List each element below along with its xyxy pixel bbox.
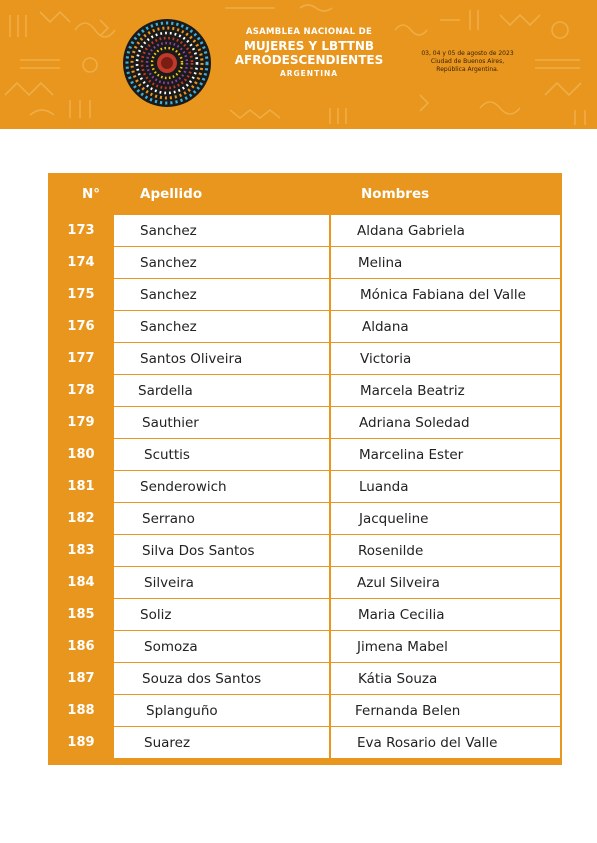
cell-nombres: Luanda	[331, 471, 560, 502]
table-row	[48, 215, 562, 246]
cell-nombres: Kátia Souza	[331, 663, 560, 694]
row-number: 184	[67, 575, 95, 590]
row-number: 181	[67, 479, 95, 494]
cell-apellido: Sanchez	[114, 279, 329, 310]
participants-table	[48, 173, 562, 765]
table-row	[48, 535, 562, 566]
title-line-3: AFRODESCENDIENTES	[234, 52, 384, 67]
title-line-2: MUJERES Y LBTTNB	[243, 38, 375, 53]
row-number: 180	[67, 447, 95, 462]
cell-nombres: Fernanda Belen	[331, 695, 560, 726]
row-number: 185	[67, 607, 95, 622]
table-row	[48, 471, 562, 502]
cell-nombres: Mónica Fabiana del Valle	[331, 279, 560, 310]
cell-apellido: Scuttis	[114, 439, 329, 470]
table-row	[48, 631, 562, 662]
cell-apellido: Senderowich	[114, 471, 329, 502]
cell-nombres: Aldana Gabriela	[331, 215, 560, 246]
cell-apellido: Sauthier	[114, 407, 329, 438]
row-number: 183	[67, 543, 95, 558]
table-row	[48, 343, 562, 374]
table-row	[48, 567, 562, 598]
cell-nombres: Jimena Mabel	[331, 631, 560, 662]
row-number: 189	[67, 735, 95, 750]
row-number: 174	[67, 255, 95, 270]
cell-apellido: Sanchez	[114, 215, 329, 246]
event-title	[222, 28, 396, 77]
table-row	[48, 599, 562, 630]
row-number: 176	[67, 319, 95, 334]
cell-apellido: Sanchez	[114, 311, 329, 342]
row-number: 182	[67, 511, 95, 526]
cell-apellido: Silva Dos Santos	[114, 535, 329, 566]
table-row	[48, 311, 562, 342]
row-number: 178	[67, 383, 95, 398]
cell-apellido: Sardella	[114, 375, 329, 406]
table-row	[48, 407, 562, 438]
cell-apellido: Serrano	[114, 503, 329, 534]
table-header	[48, 173, 562, 213]
cell-nombres: Azul Silveira	[331, 567, 560, 598]
cell-nombres: Marcela Beatriz	[331, 375, 560, 406]
event-info	[410, 50, 525, 74]
row-number: 179	[67, 415, 95, 430]
table-row	[48, 247, 562, 278]
row-number: 175	[67, 287, 95, 302]
cell-nombres: Aldana	[331, 311, 560, 342]
cell-nombres: Melina	[331, 247, 560, 278]
cell-nombres: Eva Rosario del Valle	[331, 727, 560, 758]
cell-apellido: Souza dos Santos	[114, 663, 329, 694]
cell-apellido: Soliz	[114, 599, 329, 630]
cell-nombres: Jacqueline	[331, 503, 560, 534]
cell-apellido: Silveira	[114, 567, 329, 598]
cell-nombres: Rosenilde	[331, 535, 560, 566]
cell-apellido: Santos Oliveira	[114, 343, 329, 374]
column-header-number: N°	[82, 186, 101, 202]
row-number: 177	[67, 351, 95, 366]
row-number: 186	[67, 639, 95, 654]
header-banner	[0, 0, 597, 129]
table-row	[48, 695, 562, 726]
column-header-nombres: Nombres	[361, 186, 430, 202]
table-row	[48, 663, 562, 694]
asamblea-logo-icon	[123, 19, 211, 107]
event-country: República Argentina.	[436, 66, 499, 73]
cell-nombres: Adriana Soledad	[331, 407, 560, 438]
table-row	[48, 279, 562, 310]
table-row	[48, 375, 562, 406]
event-date: 03, 04 y 05 de agosto de 2023	[421, 50, 514, 57]
title-line-4: ARGENTINA	[279, 68, 339, 78]
event-city: Ciudad de Buenos Aires,	[430, 58, 505, 65]
column-header-apellido: Apellido	[140, 186, 203, 202]
cell-nombres: Victoria	[331, 343, 560, 374]
title-line-1: ASAMBLEA NACIONAL DE	[245, 27, 373, 37]
cell-apellido: Splanguño	[114, 695, 329, 726]
table-row	[48, 503, 562, 534]
row-number: 187	[67, 671, 95, 686]
cell-apellido: Somoza	[114, 631, 329, 662]
row-number: 173	[67, 223, 95, 238]
table-row	[48, 439, 562, 470]
table-row	[48, 727, 562, 758]
cell-apellido: Suarez	[114, 727, 329, 758]
cell-apellido: Sanchez	[114, 247, 329, 278]
cell-nombres: Maria Cecilia	[331, 599, 560, 630]
cell-nombres: Marcelina Ester	[331, 439, 560, 470]
row-number: 188	[67, 703, 95, 718]
